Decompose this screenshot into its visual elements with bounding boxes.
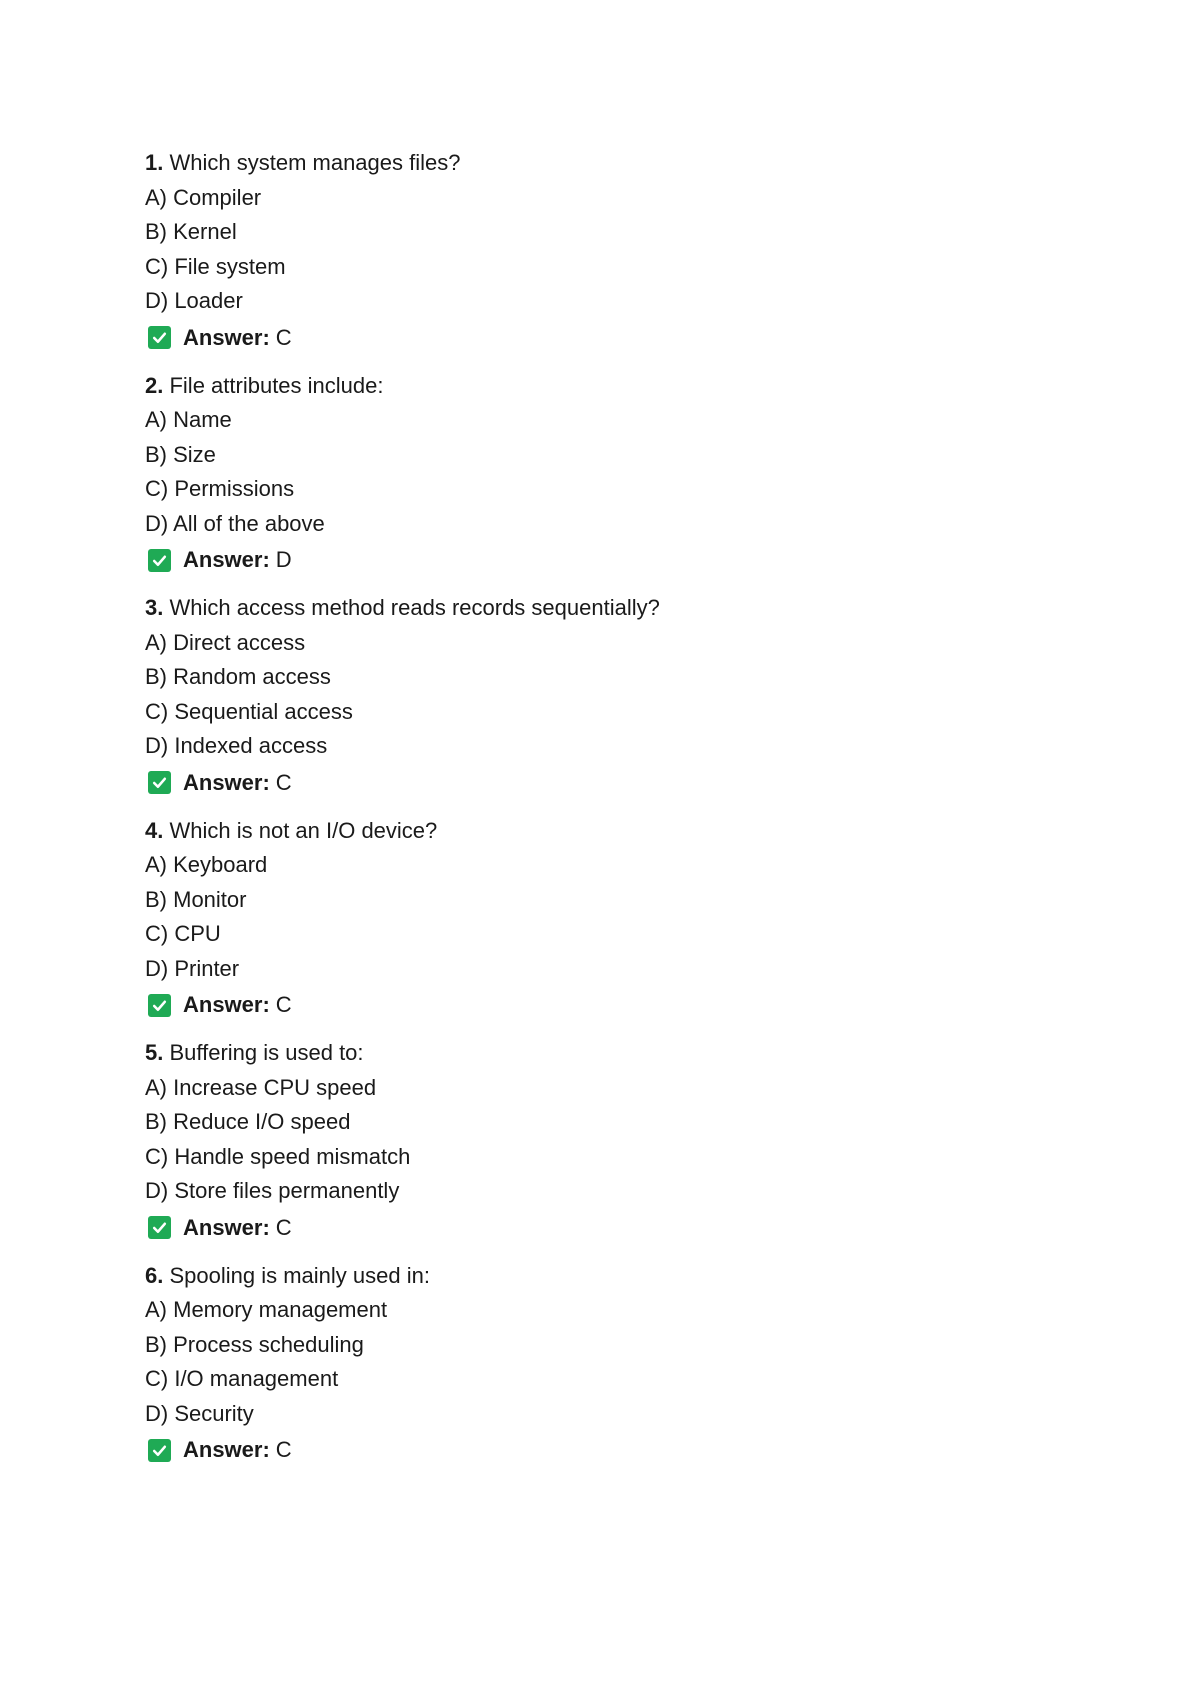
option-a: A) Keyboard: [145, 852, 268, 877]
answer-value: D: [275, 547, 292, 572]
answer-line: [145, 319, 1145, 357]
option-d: D) Security: [145, 1400, 254, 1426]
option-b: B) Monitor: [145, 886, 247, 912]
answer-label: Answer:: [183, 992, 270, 1017]
question-prompt: Which is not an I/O device?: [169, 817, 438, 843]
option-c: C) I/O management: [145, 1366, 339, 1391]
option-b: B) Random access: [145, 664, 331, 689]
option-b: B) Reduce I/O speed: [145, 1109, 351, 1134]
option-a: A) Direct access: [145, 629, 306, 655]
question-text: [145, 814, 1145, 849]
question-3: [145, 591, 1145, 802]
question-text: [145, 369, 1145, 404]
option-d: D) Store files permanently: [145, 1178, 400, 1203]
question-number: 4.: [145, 817, 164, 843]
answer-label: Answer:: [183, 1214, 270, 1240]
answer-value: C: [275, 992, 292, 1017]
answer-line: [145, 986, 1145, 1024]
option-a: A) Compiler: [145, 184, 262, 210]
question-5: [145, 1036, 1145, 1247]
answer-value: C: [275, 324, 292, 350]
option-c: C) File system: [145, 253, 286, 279]
answer-value: C: [275, 1437, 292, 1462]
question-6: [145, 1259, 1145, 1470]
check-mark-icon: [148, 1216, 171, 1239]
question-number: 2.: [145, 372, 164, 398]
option-c: C) Handle speed mismatch: [145, 1143, 411, 1169]
question-prompt: Which system manages files?: [169, 150, 461, 175]
question-4: [145, 814, 1145, 1025]
question-prompt: Buffering is used to:: [169, 1040, 364, 1065]
question-text: [145, 591, 1145, 626]
question-prompt: Spooling is mainly used in:: [169, 1262, 430, 1288]
answer-line: [145, 541, 1145, 579]
answer-value: C: [275, 1214, 292, 1240]
answer-label: Answer:: [183, 547, 270, 572]
check-mark-icon: [148, 771, 171, 794]
answer-line: [145, 1209, 1145, 1247]
option-b: B) Size: [145, 441, 216, 467]
option-a: A) Name: [145, 407, 232, 432]
answer-line: [145, 764, 1145, 802]
question-number: 5.: [145, 1040, 164, 1065]
answer-line: [145, 1431, 1145, 1469]
answer-label: Answer:: [183, 324, 270, 350]
option-b: B) Process scheduling: [145, 1331, 364, 1357]
check-mark-icon: [148, 1439, 171, 1462]
question-text: [145, 1259, 1145, 1294]
question-number: 1.: [145, 150, 164, 175]
question-text: [145, 146, 1145, 181]
option-d: D) Loader: [145, 288, 243, 313]
option-a: A) Memory management: [145, 1297, 388, 1322]
option-b: B) Kernel: [145, 219, 237, 244]
question-2: [145, 369, 1145, 580]
answer-label: Answer:: [183, 1437, 270, 1462]
answer-value: C: [275, 769, 292, 795]
question-text: [145, 1036, 1145, 1071]
document-page: [145, 146, 1145, 1481]
question-number: 3.: [145, 595, 164, 620]
option-d: D) Printer: [145, 955, 240, 981]
option-c: C) CPU: [145, 921, 221, 946]
question-prompt: File attributes include:: [169, 372, 384, 398]
option-c: C) Sequential access: [145, 698, 353, 724]
check-mark-icon: [148, 549, 171, 572]
question-prompt: Which access method reads records sequentially?: [169, 595, 660, 620]
option-c: C) Permissions: [145, 476, 295, 501]
option-d: D) All of the above: [145, 510, 325, 536]
question-number: 6.: [145, 1262, 164, 1288]
option-d: D) Indexed access: [145, 733, 328, 758]
check-mark-icon: [148, 994, 171, 1017]
check-mark-icon: [148, 326, 171, 349]
option-a: A) Increase CPU speed: [145, 1074, 377, 1100]
answer-label: Answer:: [183, 769, 270, 795]
question-1: [145, 146, 1145, 357]
